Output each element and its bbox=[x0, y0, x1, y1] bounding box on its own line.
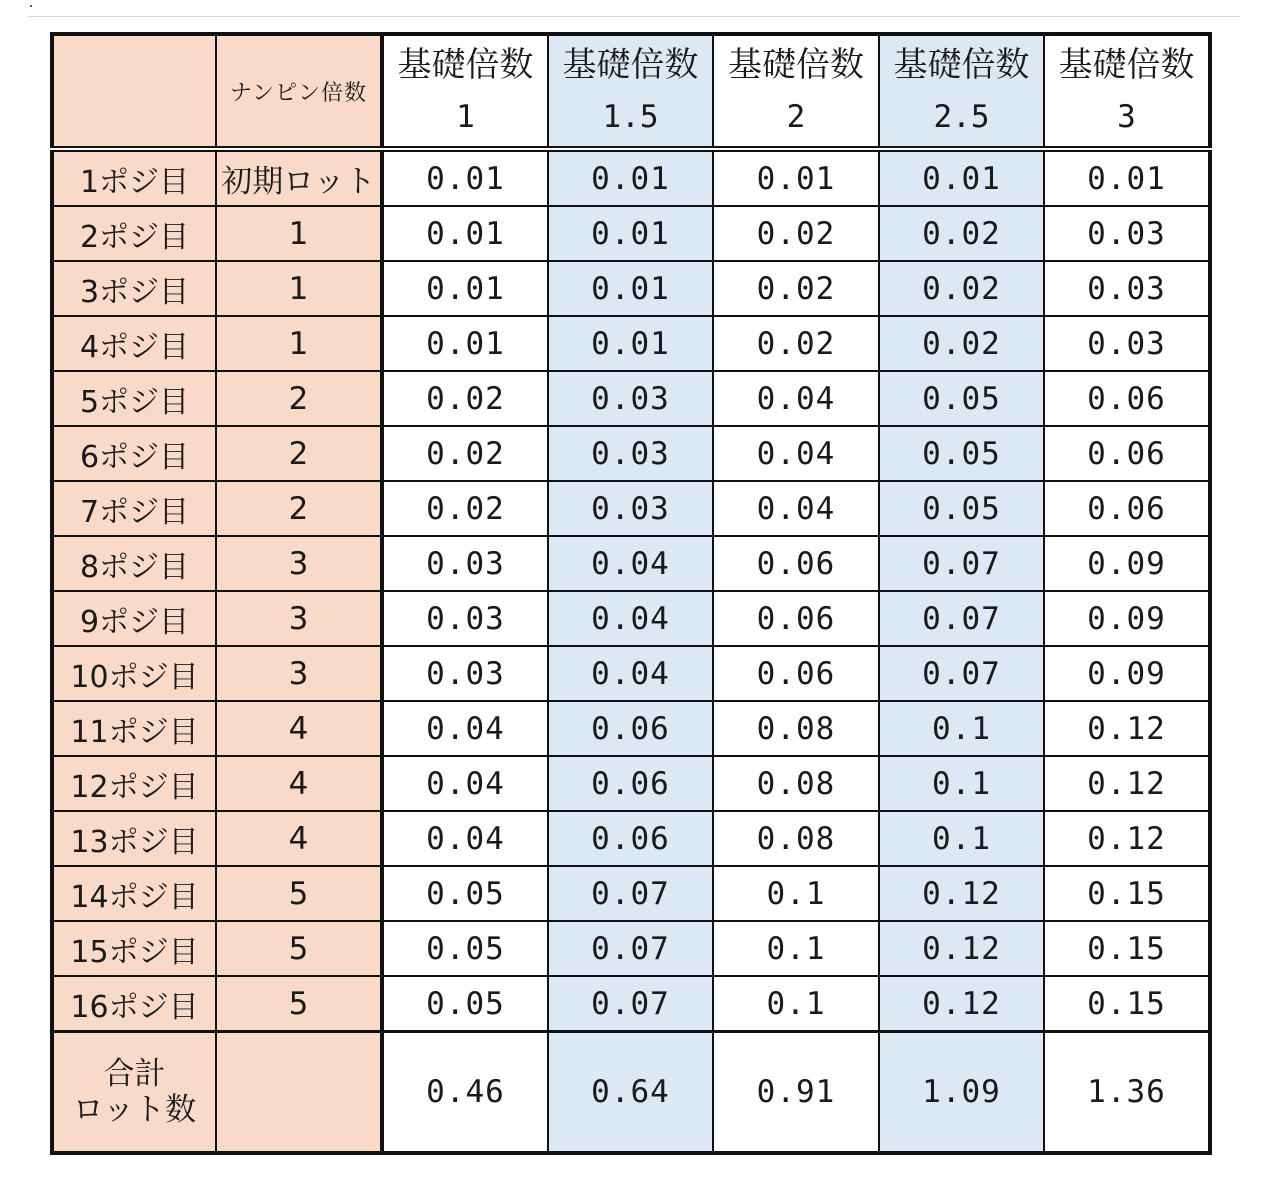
lot-value: 0.02 bbox=[879, 261, 1044, 316]
lot-value: 0.01 bbox=[382, 206, 548, 261]
lot-value: 0.02 bbox=[713, 206, 879, 261]
table-row bbox=[52, 756, 1210, 811]
lot-value: 0.07 bbox=[548, 976, 713, 1032]
position-label: 3ポジ目 bbox=[52, 261, 216, 316]
column-header-label: 基礎倍数 bbox=[562, 45, 699, 85]
nanpin-multiplier: 2 bbox=[216, 481, 382, 536]
lot-value: 0.05 bbox=[879, 371, 1044, 426]
lot-value: 0.08 bbox=[713, 811, 879, 866]
lot-value: 0.09 bbox=[1044, 536, 1210, 591]
table-row bbox=[52, 591, 1210, 646]
lot-value: 0.08 bbox=[713, 756, 879, 811]
lot-value: 0.03 bbox=[382, 591, 548, 646]
lot-value: 0.04 bbox=[548, 646, 713, 701]
lot-value: 0.03 bbox=[548, 426, 713, 481]
column-header-value: 2.5 bbox=[933, 99, 990, 135]
top-divider bbox=[28, 16, 1240, 17]
lot-value: 0.04 bbox=[382, 701, 548, 756]
lot-value: 0.01 bbox=[548, 206, 713, 261]
lot-value: 0.05 bbox=[879, 481, 1044, 536]
lot-value: 0.1 bbox=[713, 921, 879, 976]
lot-value: 0.06 bbox=[548, 756, 713, 811]
table-row bbox=[52, 371, 1210, 426]
lot-value: 0.03 bbox=[548, 371, 713, 426]
column-header-value: 1.5 bbox=[602, 99, 659, 135]
lot-value: 0.03 bbox=[1044, 316, 1210, 371]
lot-value: 0.01 bbox=[548, 316, 713, 371]
total-value: 0.46 bbox=[382, 1032, 548, 1154]
lot-value: 0.04 bbox=[548, 591, 713, 646]
column-header-value: 1 bbox=[456, 99, 475, 135]
table-row bbox=[52, 261, 1210, 316]
lot-value: 0.05 bbox=[879, 426, 1044, 481]
position-label: 2ポジ目 bbox=[52, 206, 216, 261]
lot-value: 0.03 bbox=[1044, 206, 1210, 261]
table-row bbox=[52, 149, 1210, 206]
lot-value: 0.02 bbox=[382, 481, 548, 536]
lot-value: 0.06 bbox=[713, 536, 879, 591]
lot-value: 0.06 bbox=[548, 701, 713, 756]
total-label bbox=[52, 1032, 216, 1154]
lot-value: 0.02 bbox=[382, 426, 548, 481]
lot-value: 0.03 bbox=[548, 481, 713, 536]
table-row bbox=[52, 976, 1210, 1032]
position-label: 4ポジ目 bbox=[52, 316, 216, 371]
lot-value: 0.03 bbox=[382, 646, 548, 701]
nanpin-multiplier: 1 bbox=[216, 316, 382, 371]
position-label: 6ポジ目 bbox=[52, 426, 216, 481]
table-row bbox=[52, 701, 1210, 756]
lot-value: 0.02 bbox=[382, 371, 548, 426]
lot-value: 0.1 bbox=[713, 976, 879, 1032]
column-header bbox=[1044, 34, 1210, 149]
lot-value: 0.01 bbox=[713, 149, 879, 206]
lot-value: 0.04 bbox=[713, 481, 879, 536]
lot-value: 0.04 bbox=[548, 536, 713, 591]
table-row bbox=[52, 811, 1210, 866]
lot-value: 0.02 bbox=[879, 206, 1044, 261]
column-header-value: 3 bbox=[1117, 99, 1136, 135]
total-value: 0.91 bbox=[713, 1032, 879, 1154]
table-row bbox=[52, 536, 1210, 591]
nanpin-multiplier: 3 bbox=[216, 646, 382, 701]
lot-value: 0.01 bbox=[879, 149, 1044, 206]
position-label: 11ポジ目 bbox=[52, 701, 216, 756]
lot-value: 0.12 bbox=[879, 976, 1044, 1032]
column-header bbox=[713, 34, 879, 149]
lot-value: 0.15 bbox=[1044, 866, 1210, 921]
lot-value: 0.04 bbox=[713, 426, 879, 481]
lot-value: 0.01 bbox=[548, 261, 713, 316]
nanpin-multiplier: 4 bbox=[216, 756, 382, 811]
position-label: 1ポジ目 bbox=[52, 149, 216, 206]
lot-value: 0.12 bbox=[1044, 701, 1210, 756]
lot-value: 0.06 bbox=[713, 591, 879, 646]
total-label-line1: 合計 bbox=[103, 1056, 166, 1092]
total-row bbox=[52, 1032, 1210, 1154]
lot-value: 0.05 bbox=[382, 866, 548, 921]
lot-value: 0.04 bbox=[382, 811, 548, 866]
position-label: 5ポジ目 bbox=[52, 371, 216, 426]
lot-value: 0.07 bbox=[548, 921, 713, 976]
lot-value: 0.06 bbox=[1044, 371, 1210, 426]
lot-value: 0.01 bbox=[382, 149, 548, 206]
lot-value: 0.02 bbox=[879, 316, 1044, 371]
lot-value: 0.1 bbox=[879, 756, 1044, 811]
table-row bbox=[52, 646, 1210, 701]
total-value: 1.36 bbox=[1044, 1032, 1210, 1154]
nanpin-multiplier: 4 bbox=[216, 701, 382, 756]
lot-value: 0.12 bbox=[879, 866, 1044, 921]
column-header-value: 2 bbox=[786, 99, 806, 135]
lot-value: 0.01 bbox=[548, 149, 713, 206]
column-header-label: 基礎倍数 bbox=[397, 45, 534, 85]
lot-value: 0.03 bbox=[382, 536, 548, 591]
nanpin-multiplier: 3 bbox=[216, 591, 382, 646]
lot-value: 0.01 bbox=[382, 316, 548, 371]
lot-table bbox=[50, 32, 1212, 1155]
column-header bbox=[879, 34, 1044, 149]
position-label: 12ポジ目 bbox=[52, 756, 216, 811]
lot-value: 0.06 bbox=[713, 646, 879, 701]
table-row bbox=[52, 426, 1210, 481]
total-value: 0.64 bbox=[548, 1032, 713, 1154]
lot-value: 0.15 bbox=[1044, 976, 1210, 1032]
position-label: 10ポジ目 bbox=[52, 646, 216, 701]
lot-value: 0.05 bbox=[382, 976, 548, 1032]
nanpin-multiplier: 5 bbox=[216, 866, 382, 921]
position-label: 9ポジ目 bbox=[52, 591, 216, 646]
lot-value: 0.07 bbox=[879, 591, 1044, 646]
nanpin-multiplier: 2 bbox=[216, 371, 382, 426]
lot-value: 0.15 bbox=[1044, 921, 1210, 976]
position-label: 7ポジ目 bbox=[52, 481, 216, 536]
lot-value: 0.12 bbox=[1044, 756, 1210, 811]
lot-value: 0.01 bbox=[1044, 149, 1210, 206]
column-header-label: 基礎倍数 bbox=[1058, 45, 1195, 85]
column-header-label: 基礎倍数 bbox=[728, 45, 864, 85]
corner-mark bbox=[30, 5, 32, 7]
total-label-line2: ロット数 bbox=[72, 1092, 197, 1128]
lot-value: 0.1 bbox=[713, 866, 879, 921]
lot-value: 0.09 bbox=[1044, 646, 1210, 701]
lot-value: 0.1 bbox=[879, 701, 1044, 756]
position-label: 8ポジ目 bbox=[52, 536, 216, 591]
position-label: 15ポジ目 bbox=[52, 921, 216, 976]
total-nanpin-empty bbox=[216, 1032, 382, 1154]
table-row bbox=[52, 481, 1210, 536]
lot-value: 0.1 bbox=[879, 811, 1044, 866]
lot-value: 0.02 bbox=[713, 261, 879, 316]
lot-value: 0.06 bbox=[1044, 426, 1210, 481]
lot-value: 0.07 bbox=[879, 536, 1044, 591]
lot-value: 0.02 bbox=[713, 316, 879, 371]
position-label: 14ポジ目 bbox=[52, 866, 216, 921]
lot-value: 0.03 bbox=[1044, 261, 1210, 316]
lot-value: 0.05 bbox=[382, 921, 548, 976]
lot-value: 0.04 bbox=[382, 756, 548, 811]
lot-value: 0.08 bbox=[713, 701, 879, 756]
nanpin-multiplier: 3 bbox=[216, 536, 382, 591]
lot-value: 0.06 bbox=[1044, 481, 1210, 536]
lot-value: 0.04 bbox=[713, 371, 879, 426]
nanpin-multiplier: 1 bbox=[216, 261, 382, 316]
table-row bbox=[52, 866, 1210, 921]
nanpin-multiplier: 2 bbox=[216, 426, 382, 481]
lot-value: 0.09 bbox=[1044, 591, 1210, 646]
column-header-label: 基礎倍数 bbox=[893, 45, 1030, 85]
nanpin-multiplier: 5 bbox=[216, 921, 382, 976]
nanpin-multiplier: 4 bbox=[216, 811, 382, 866]
table-row bbox=[52, 316, 1210, 371]
table-row bbox=[52, 206, 1210, 261]
lot-value: 0.07 bbox=[879, 646, 1044, 701]
position-label: 13ポジ目 bbox=[52, 811, 216, 866]
header-row bbox=[52, 34, 1210, 149]
column-header bbox=[548, 34, 713, 149]
table-row bbox=[52, 921, 1210, 976]
lot-value: 0.07 bbox=[548, 866, 713, 921]
position-label: 16ポジ目 bbox=[52, 976, 216, 1032]
lot-value: 0.12 bbox=[1044, 811, 1210, 866]
lot-value: 0.12 bbox=[879, 921, 1044, 976]
nanpin-multiplier: 初期ロット bbox=[216, 149, 382, 206]
lot-value: 0.01 bbox=[382, 261, 548, 316]
total-value: 1.09 bbox=[879, 1032, 1044, 1154]
nanpin-multiplier: 5 bbox=[216, 976, 382, 1032]
corner-cell bbox=[52, 34, 216, 149]
nanpin-multiplier: 1 bbox=[216, 206, 382, 261]
nanpin-header: ナンピン倍数 bbox=[216, 34, 382, 149]
column-header bbox=[382, 34, 548, 149]
lot-value: 0.06 bbox=[548, 811, 713, 866]
